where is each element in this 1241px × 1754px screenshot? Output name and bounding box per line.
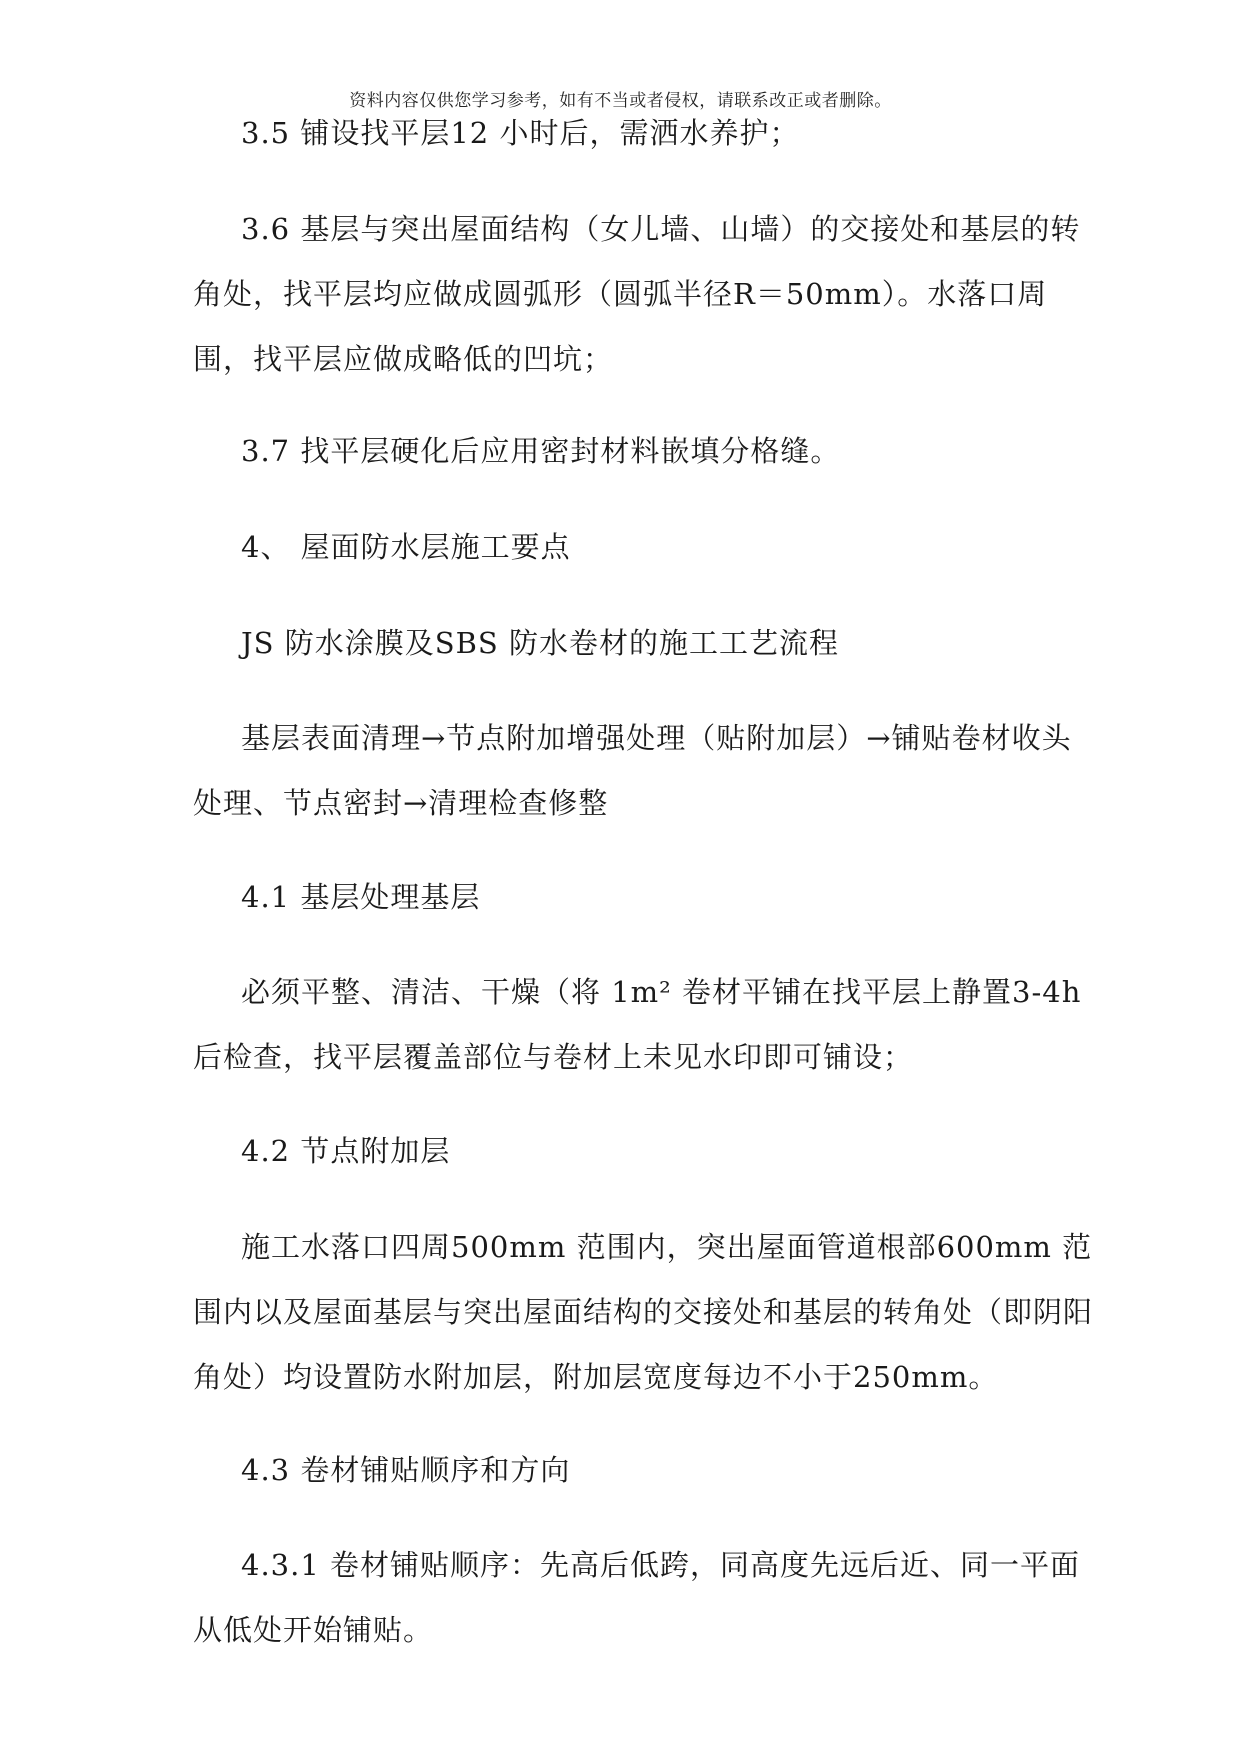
- heading-4-2: 4.2 节点附加层: [241, 1134, 451, 1168]
- paragraph-3-7: 3.7 找平层硬化后应用密封材料嵌填分格缝。: [241, 434, 841, 468]
- heading-4-1: 4.1 基层处理基层: [241, 880, 481, 914]
- paragraph-3-5: 3.5 铺设找平层12 小时后，需洒水养护；: [241, 116, 800, 150]
- paragraph-base-requirements: 必须平整、清洁、干燥（将 1m² 卷材平铺在找平层上静置3-4h 后检查，找平层覆盖部位与卷材上未见水印即可铺设；: [193, 975, 1082, 1074]
- header-watermark: 资料内容仅供您学习参考，如有不当或者侵权，请联系改正或者删除。: [349, 91, 892, 111]
- paragraph-3-6: 3.6 基层与突出屋面结构（女儿墙、山墙）的交接处和基层的转角处，找平层均应做成圆弧形（圆弧半径R＝50mm）。水落口周围，找平层应做成略低的凹坑；: [193, 212, 1081, 376]
- heading-section-4: 4、 屋面防水层施工要点: [241, 530, 571, 564]
- heading-4-3: 4.3 卷材铺贴顺序和方向: [241, 1453, 571, 1487]
- paragraph-process-title: JS 防水涂膜及SBS 防水卷材的施工工艺流程: [241, 626, 839, 660]
- paragraph-process-flow: 基层表面清理→节点附加增强处理（贴附加层）→铺贴卷材收头处理、节点密封→清理检查修整: [193, 721, 1072, 820]
- paragraph-4-3-1: 4.3.1 卷材铺贴顺序：先高后低跨，同高度先远后近、同一平面从低处开始铺贴。: [193, 1548, 1081, 1647]
- paragraph-node-layer: 施工水落口四周500mm 范围内，突出屋面管道根部600mm 范围内以及屋面基层与突出屋面结构的交接处和基层的转角处（即阴阳角处）均设置防水附加层，附加层宽度每边不小于250mm。: [193, 1230, 1094, 1394]
